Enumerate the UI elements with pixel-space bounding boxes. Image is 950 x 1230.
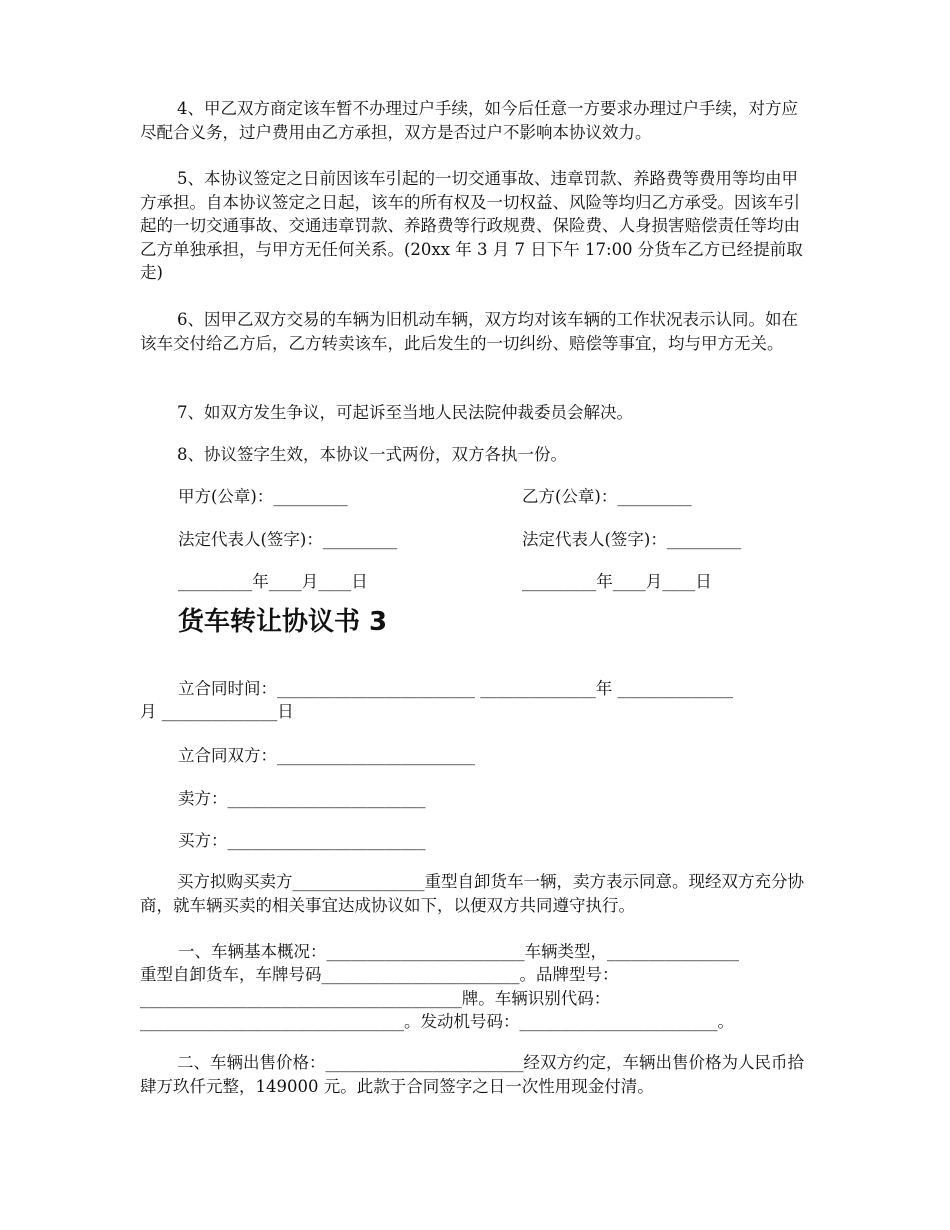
section-heading: 货车转让协议书 3 [178, 607, 388, 637]
party-a-seal: 甲方(公章)：_________ [178, 487, 348, 506]
party-b-representative: 法定代表人(签字)：_________ [522, 530, 742, 549]
sale-price-section: 二、车辆出售价格：________________________经双方约定，车辆出售价格为人民币拾肆万玖仟元整，149000 元。此款于合同签字之日一次性用现金付清。 [140, 1053, 804, 1096]
vehicle-overview-line-1: 一、车辆基本概况：________________________车辆类型，________________ [178, 942, 739, 961]
vehicle-overview-line-4: ________________________________。发动机号码：________________________。 [140, 1012, 734, 1031]
contract-time-line-1: 立合同时间：________________________ ______________年 ______________ [178, 679, 733, 698]
clause-6: 6、因甲乙双方交易的车辆为旧机动车辆，双方均对该车辆的工作状况表示认同。如在该车交付给乙方后，乙方转卖该车，此后发生的一切纠纷、赔偿等事宜，均与甲方无关。 [140, 310, 798, 353]
party-b-seal: 乙方(公章)：_________ [522, 487, 692, 506]
clause-4: 4、甲乙双方商定该车暂不办理过户手续，如今后任意一方要求办理过户手续，对方应尽配合义务，过户费用由乙方承担，双方是否过户不影响本协议效力。 [140, 99, 798, 142]
vehicle-overview-line-2: 重型自卸货车，车牌号码________________________。品牌型号： [140, 965, 619, 984]
vehicle-overview-line-3: _______________________________________牌。车辆识别代码： [140, 989, 611, 1008]
intro-paragraph [140, 870, 812, 917]
party-a-representative: 法定代表人(签字)：_________ [178, 530, 398, 549]
seller-field: 卖方：________________________ [178, 789, 426, 808]
clause-8: 8、协议签字生效，本协议一式两份，双方各执一份。 [177, 445, 567, 464]
clause-7: 7、如双方发生争议，可起诉至当地人民法院仲裁委员会解决。 [177, 403, 633, 422]
party-b-date: _________年____月____日 [522, 572, 712, 591]
clause-5: 5、本协议签定之日前因该车引起的一切交通事故、违章罚款、养路费等费用等均由甲方承担。自本协议签定之日起，该车的所有权及一切权益、风险等均归乙方承受。因该车引起的一切交通事故、交通违章罚款、养路费等行政规费、保险费、人身损害赔偿责任等均由乙方单独承担，与甲方无任何关系。(20xx 年 3 月 7 日下午 17:00 分货车乙方已经提前取走) [140, 169, 803, 282]
buyer-field: 买方：________________________ [178, 831, 426, 850]
party-a-date: _________年____月____日 [178, 572, 368, 591]
contract-parties: 立合同双方：________________________ [178, 746, 475, 765]
intro-blank: ________________ [292, 872, 425, 891]
intro-part-1: 买方拟购买卖方 [177, 872, 293, 891]
contract-time-line-2: 月 ______________日 [140, 702, 294, 721]
intro-part-2: 重型自卸货车一辆，卖方表示同意。现经双方充分协商，就车辆买卖的相关事宜达成协议如下，以便双方共同遵守执行。 [140, 872, 804, 915]
